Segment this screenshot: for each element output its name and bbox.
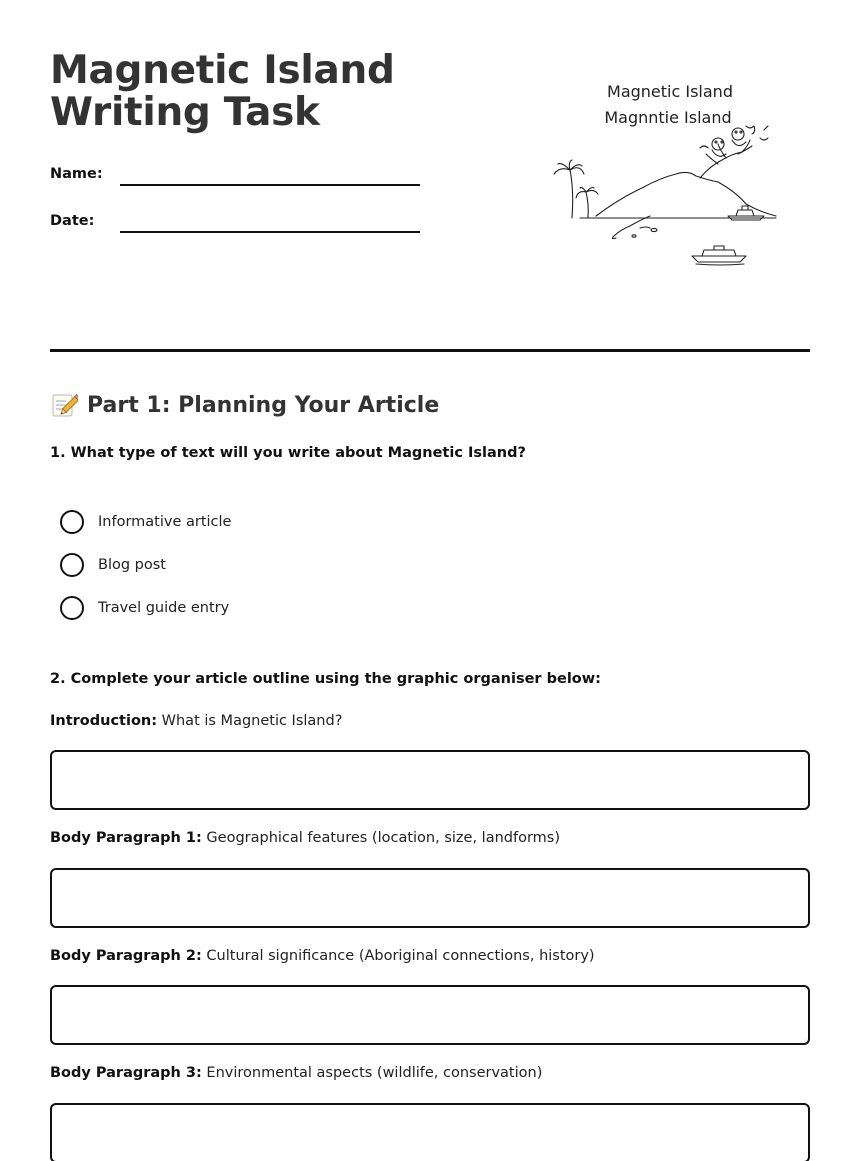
outline-prompt-label: Body Paragraph 3: (50, 1065, 202, 1081)
outline-prompt-text: Geographical features (location, size, landforms) (206, 830, 561, 846)
outline-prompt-text: Environmental aspects (wildlife, conservation) (206, 1065, 543, 1081)
outline-prompt-label: Introduction: (50, 713, 158, 729)
outline-prompt-body-1 (50, 830, 560, 846)
body-paragraph-3-answer-box[interactable] (50, 1103, 810, 1161)
option-label: Informative article (98, 514, 232, 530)
radio-button[interactable] (60, 596, 84, 620)
magnetic-island-illustration (550, 70, 790, 270)
option-blog-post[interactable] (60, 552, 166, 578)
name-label: Name: (50, 166, 103, 182)
date-label: Date: (50, 213, 95, 229)
name-field[interactable] (120, 184, 420, 186)
name-field-row (50, 166, 420, 196)
logo-text-line1: Magnetic Island (607, 82, 733, 101)
outline-prompt-label: Body Paragraph 1: (50, 830, 202, 846)
radio-button[interactable] (60, 510, 84, 534)
outline-prompt-body-2 (50, 948, 595, 964)
outline-prompt-introduction (50, 713, 342, 729)
section-heading-part1 (50, 389, 439, 421)
introduction-answer-box[interactable] (50, 750, 810, 810)
logo-text-line2: Magnntie Island (604, 108, 732, 127)
outline-prompt-body-3 (50, 1065, 542, 1081)
option-label: Travel guide entry (98, 600, 230, 616)
page-title: Magnetic Island Writing Task (50, 48, 395, 135)
outline-prompt-text: What is Magnetic Island? (161, 713, 343, 729)
header-divider (50, 349, 810, 352)
date-field-row (50, 213, 420, 243)
radio-button[interactable] (60, 553, 84, 577)
outline-prompt-label: Body Paragraph 2: (50, 948, 202, 964)
island-sketch (554, 126, 776, 265)
section-heading-text: Part 1: Planning Your Article (87, 392, 440, 418)
option-travel-guide-entry[interactable] (60, 595, 229, 621)
date-field[interactable] (120, 231, 420, 233)
option-informative-article[interactable] (60, 509, 231, 535)
option-label: Blog post (98, 557, 166, 573)
body-paragraph-1-answer-box[interactable] (50, 868, 810, 928)
body-paragraph-2-answer-box[interactable] (50, 985, 810, 1045)
question-2: 2. Complete your article outline using the graphic organiser below: (50, 671, 601, 687)
outline-prompt-text: Cultural significance (Aboriginal connections, history) (206, 948, 595, 964)
worksheet-page (50, 0, 810, 1161)
memo-pencil-icon (50, 391, 78, 419)
question-1: 1. What type of text will you write about Magnetic Island? (50, 445, 526, 461)
